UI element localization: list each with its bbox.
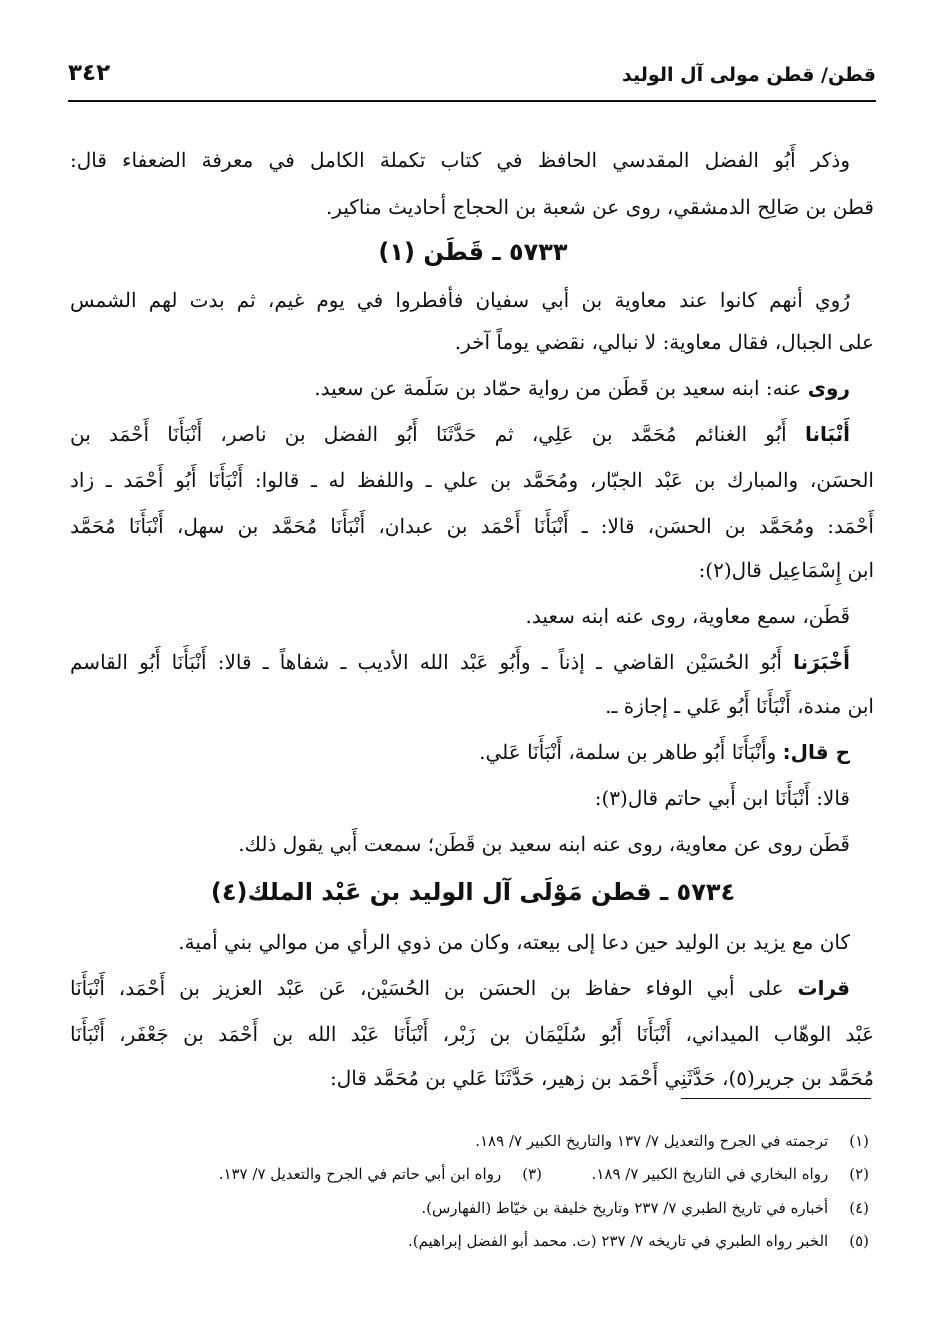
keyword: روى: [807, 376, 850, 400]
paragraph-line: كان مع يزيد بن الوليد حين دعا إلى بيعته، وكان من ذوي الرأي من موالي بني أمية.: [178, 930, 850, 954]
footnote: [408, 1232, 869, 1250]
footnote: [421, 1199, 869, 1217]
keyword: أَخْبَرَنا: [793, 650, 851, 674]
paragraph-text: أَبُو الحُسَيْن القاضي ـ إذناً ـ وأَبُو عَبْد الله الأديب ـ شفاهاً ـ قالا: أَنْبَأَنَا أَبُو القاسم: [70, 650, 782, 674]
paragraph-line: الحسَن، والمبارك بن عَبْد الجبّار، ومُحَمَّد بن علي ـ واللفظ له ـ قالوا: أَنْبَأَنَا أَبُو أَحْمَد ـ زاد: [70, 468, 874, 492]
paragraph-line: عَبْد الوهّاب الميداني، أَنْبَأَنَا أَبُو سُلَيْمَان بن زَبْر، أَنْبَأَنَا عَبْد الله بن أَحْمَد بن جَعْفَر، أَنْبَأَنَا: [70, 1022, 874, 1046]
footnote-number: (٥): [849, 1232, 869, 1250]
paragraph-line: رُوي أنهم كانوا عند معاوية بن أبي سفيان فأفطروا في يوم غيم، ثم بدت لهم الشمس: [70, 288, 850, 312]
footnote-number: (٢): [849, 1165, 869, 1183]
paragraph-line: [70, 650, 850, 674]
paragraph-line: وذكر أَبُو الفضل المقدسي الحافظ في كتاب تكملة الكامل في معرفة الضعفاء قال:: [70, 148, 850, 172]
keyword: ح قال:: [782, 740, 850, 764]
paragraph-text: على أبي الوفاء حفاظ بن الحسَن بن الحُسَيْن، عَن عَبْد العزيز بن أَحْمَد، أَنْبَأَنَا: [70, 976, 784, 1000]
entry-heading: ٥٧٣٤ ـ قطن مَوْلَى آل الوليد بن عَبْد الملك(٤): [210, 878, 736, 906]
footnote-text: أخباره في تاريخ الطبري ٧/ ٢٣٧ وتاريخ خليفة بن خيّاط (الفهارس).: [421, 1199, 829, 1217]
paragraph-text: وأَنْبَأَنَا أَبُو طاهر بن سلمة، أَنْبَأَنَا عَلي.: [479, 740, 777, 764]
paragraph-line: [479, 740, 850, 764]
paragraph-line: مُحَمَّد بن جرير(٥)، حَدَّثَنِي أَحْمَد بن زهير، حَدَّثَنَا عَلي بن مُحَمَّد قال:: [329, 1066, 874, 1090]
paragraph-line: [70, 976, 850, 1000]
footnote-text: الخبر رواه الطبري في تاريخه ٧/ ٢٣٧ (ت. محمد أبو الفضل إبراهيم).: [407, 1232, 829, 1250]
footnote-text: ترجمته في الجرح والتعديل ٧/ ١٣٧ والتاريخ الكبير ٧/ ١٨٩.: [475, 1132, 829, 1150]
paragraph-line: قَطَن، سمع معاوية، روى عنه ابنه سعيد.: [525, 604, 850, 628]
footnote-text: رواه ابن أبي حاتم في الجرح والتعديل ٧/ ١٣٧.: [218, 1165, 502, 1183]
paragraph-line: قطن بن صَالِح الدمشقي، روى عن شعبة بن الحجاج أحاديث مناكير.: [325, 195, 874, 219]
footnote-number: (١): [849, 1132, 869, 1150]
running-header: [68, 58, 876, 94]
paragraph-line: ابن إِسْمَاعِيل قال(٢):: [698, 558, 874, 582]
keyword: أَنْبَانا: [804, 422, 850, 446]
keyword: قرات: [797, 976, 850, 1000]
footnote-number: (٤): [849, 1199, 869, 1217]
footnote-text: رواه البخاري في التاريخ الكبير ٧/ ١٨٩.: [591, 1165, 829, 1183]
header-rule: [68, 100, 876, 102]
paragraph-text: أَبُو الغنائم مُحَمَّد بن عَلِي، ثم حَدَّثَنَا أَبُو الفضل بن ناصر، أَنْبَأَنَا أَحْمَد بن: [70, 422, 787, 446]
entry-heading: ٥٧٣٣ ـ قَطَن (١): [378, 238, 568, 266]
footnote: [219, 1165, 869, 1183]
paragraph-line: على الجبال، فقال معاوية: لا نبالي، نقضي يوماً آخر.: [454, 330, 874, 354]
paragraph-line: قَطَن روى عن معاوية، روى عنه ابنه سعيد بن قَطَن؛ سمعت أَبي يقول ذلك.: [238, 832, 850, 856]
paragraph-line: قالا: أَنْبَأَنَا ابن أَبي حاتم قال(٣):: [594, 786, 850, 810]
paragraph-line: [70, 422, 850, 446]
footnote: [475, 1132, 869, 1150]
footnote-rule: [681, 1098, 871, 1099]
paragraph-line: أَحْمَد: ومُحَمَّد بن الحسَن، قالا: ـ أَنْبَأَنَا أَحْمَد بن عبدان، أَنْبَأَنَا مُحَمَّد بن سهل، أَنْبَأَنَا مُحَمَّد: [70, 514, 874, 538]
footnote-number: (٣): [522, 1165, 542, 1183]
running-title: قطن/ قطن مولى آل الوليد: [622, 64, 876, 86]
page-number: ٣٤٢: [68, 60, 111, 86]
paragraph-text: عنه: ابنه سعيد بن قَطَن من رواية حمّاد بن سَلَمة عن سعيد.: [314, 376, 802, 400]
paragraph-line: [314, 376, 850, 400]
paragraph-line: ابن مندة، أَنْبَأَنَا أَبُو عَلي ـ إجازة ـ.: [605, 694, 874, 718]
